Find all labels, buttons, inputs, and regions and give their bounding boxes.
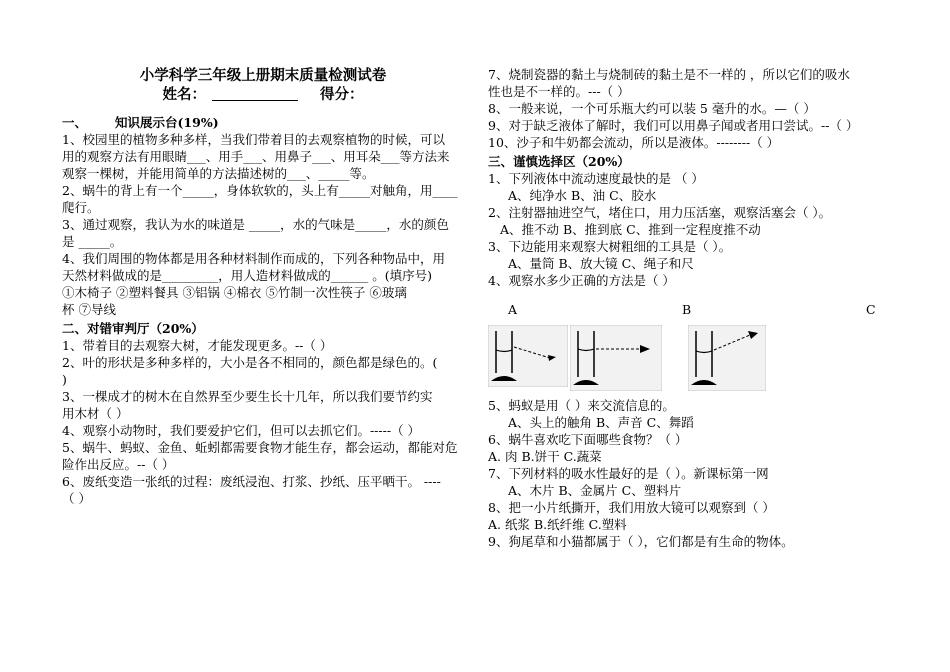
question-text: 用的观察方法有用眼睛___、用手___、用鼻子___、用耳朵___等方法来: [62, 149, 450, 164]
question-text: 3、一棵成才的树木在自然界至少要生长十几年，所以我们要节约实: [62, 389, 433, 404]
name-blank[interactable]: [212, 86, 298, 101]
section-2-heading: 二、对错审判厅（20%）: [62, 321, 204, 336]
question-text: 观察一棵树，并能用简单的方法描述树的___、_____等。: [62, 166, 375, 181]
question-text: ): [62, 372, 67, 387]
question-text: 6、蜗牛喜欢吃下面哪些食物？（ ）: [488, 432, 688, 447]
name-score-line: [62, 85, 464, 104]
question-text: 4、我们周围的物体都是用各种材料制作而成的，下列各种物品中，用: [62, 251, 445, 266]
figure-label-b: B: [682, 302, 692, 317]
figure-label-a: A: [508, 302, 518, 317]
question-text: 2、注射器抽进空气，堵住口，用力压活塞，观察活塞会（ ）。: [488, 205, 832, 220]
measuring-figures: [488, 325, 896, 397]
score-label: 得分：: [320, 86, 364, 103]
name-label: 姓名：: [162, 86, 206, 103]
question-text: 性也是不一样的。---（ ）: [488, 84, 630, 99]
question-text: 是 _____。: [62, 234, 123, 249]
figure-label-c: C: [866, 302, 876, 317]
question-text: 1、下列液体中流动速度最快的是 （ ）: [488, 171, 704, 186]
question-text: 4、观察水多少正确的方法是（ ）: [488, 273, 675, 288]
question-text: 用木材（ ）: [62, 406, 129, 421]
question-text: 天然材料做成的是_________，用人造材料做成的______ 。(填序号): [62, 268, 432, 283]
question-text: 1、校园里的植物多种多样，当我们带着目的去观察植物的时候，可以: [62, 132, 445, 147]
exam-title: 小学科学三年级上册期末质量检测试卷: [139, 67, 387, 84]
question-text: 7、下列材料的吸水性最好的是（ ）。新课标第一网: [488, 466, 769, 481]
section-1-heading: 一、 知识展示台(19%): [62, 115, 219, 130]
graduated-cylinder-figure-c: [688, 325, 766, 391]
question-text: 3、下边能用来观察大树粗细的工具是（ ）。: [488, 239, 732, 254]
question-text: 2、叶的形状是多种多样的，大小是各不相同的，颜色都是绿色的。(: [62, 355, 438, 370]
question-text: （ ）: [62, 491, 91, 506]
figure-labels: [488, 301, 896, 319]
question-text: 杯 ⑦导线: [62, 302, 116, 317]
answer-options: A、推不动 B、推到底 C、推到一定程度推不动: [500, 222, 761, 237]
question-text: 8、把一小片纸撕开，我们用放大镜可以观察到（ ）: [488, 500, 775, 515]
section-3-heading: 三、谨慎选择区（20%）: [488, 154, 630, 169]
question-text: 10、沙子和牛奶都会流动，所以是液体。--------（ ）: [488, 135, 780, 150]
question-text: 爬行。: [62, 200, 100, 215]
question-text: 险作出反应。--（ ）: [62, 457, 175, 472]
left-column: [62, 66, 464, 507]
answer-options: A. 肉 B.饼干 C.蔬菜: [488, 449, 602, 464]
question-text: 6、废纸变造一张纸的过程：废纸浸泡、打浆、抄纸、压平晒干。 ----: [62, 474, 441, 489]
question-text: 3、通过观察，我认为水的味道是 _____，水的气味是_____，水的颜色: [62, 217, 449, 232]
question-text: 9、对于缺乏液体了解时，我们可以用鼻子闻或者用口尝试。--（ ）: [488, 118, 859, 133]
graduated-cylinder-figure-b: [570, 325, 662, 391]
question-text: 1、带着目的去观察大树，才能发现更多。--（ ）: [62, 338, 333, 353]
question-text: 5、蜗牛、蚂蚁、金鱼、蚯蚓都需要食物才能生存，都会运动，都能对危: [62, 440, 458, 455]
question-text: 5、蚂蚁是用（ ）来交流信息的。: [488, 398, 675, 413]
question-text: 2、蜗牛的背上有一个_____，身体软软的，头上有_____对触角，用____: [62, 183, 458, 198]
answer-options: A、纯净水 B、油 C、胶水: [508, 188, 657, 203]
question-text: 7、烧制瓷器的黏土与烧制砖的黏土是不一样的 ，所以它们的吸水: [488, 67, 850, 82]
answer-options: A. 纸浆 B.纸纤维 C.塑料: [488, 517, 627, 532]
answer-options: A、木片 B、金属片 C、塑料片: [508, 483, 682, 498]
question-text: 8、一般来说，一个可乐瓶大约可以装 5 毫升的水。—（ ）: [488, 101, 816, 116]
graduated-cylinder-figure-a: [488, 325, 568, 387]
question-text: 4、观察小动物时，我们要爱护它们，但可以去抓它们。-----（ ）: [62, 423, 421, 438]
answer-options: A、量筒 B、放大镜 C、绳子和尺: [508, 256, 694, 271]
question-text: ①木椅子 ②塑料餐具 ③铝锅 ④棉衣 ⑤竹制一次性筷子 ⑥玻璃: [62, 285, 407, 300]
right-column: [488, 66, 896, 550]
answer-options: A、头上的触角 B、声音 C、舞蹈: [508, 415, 694, 430]
question-text: 9、狗尾草和小猫都属于（ ），它们都是有生命的物体。: [488, 534, 794, 549]
